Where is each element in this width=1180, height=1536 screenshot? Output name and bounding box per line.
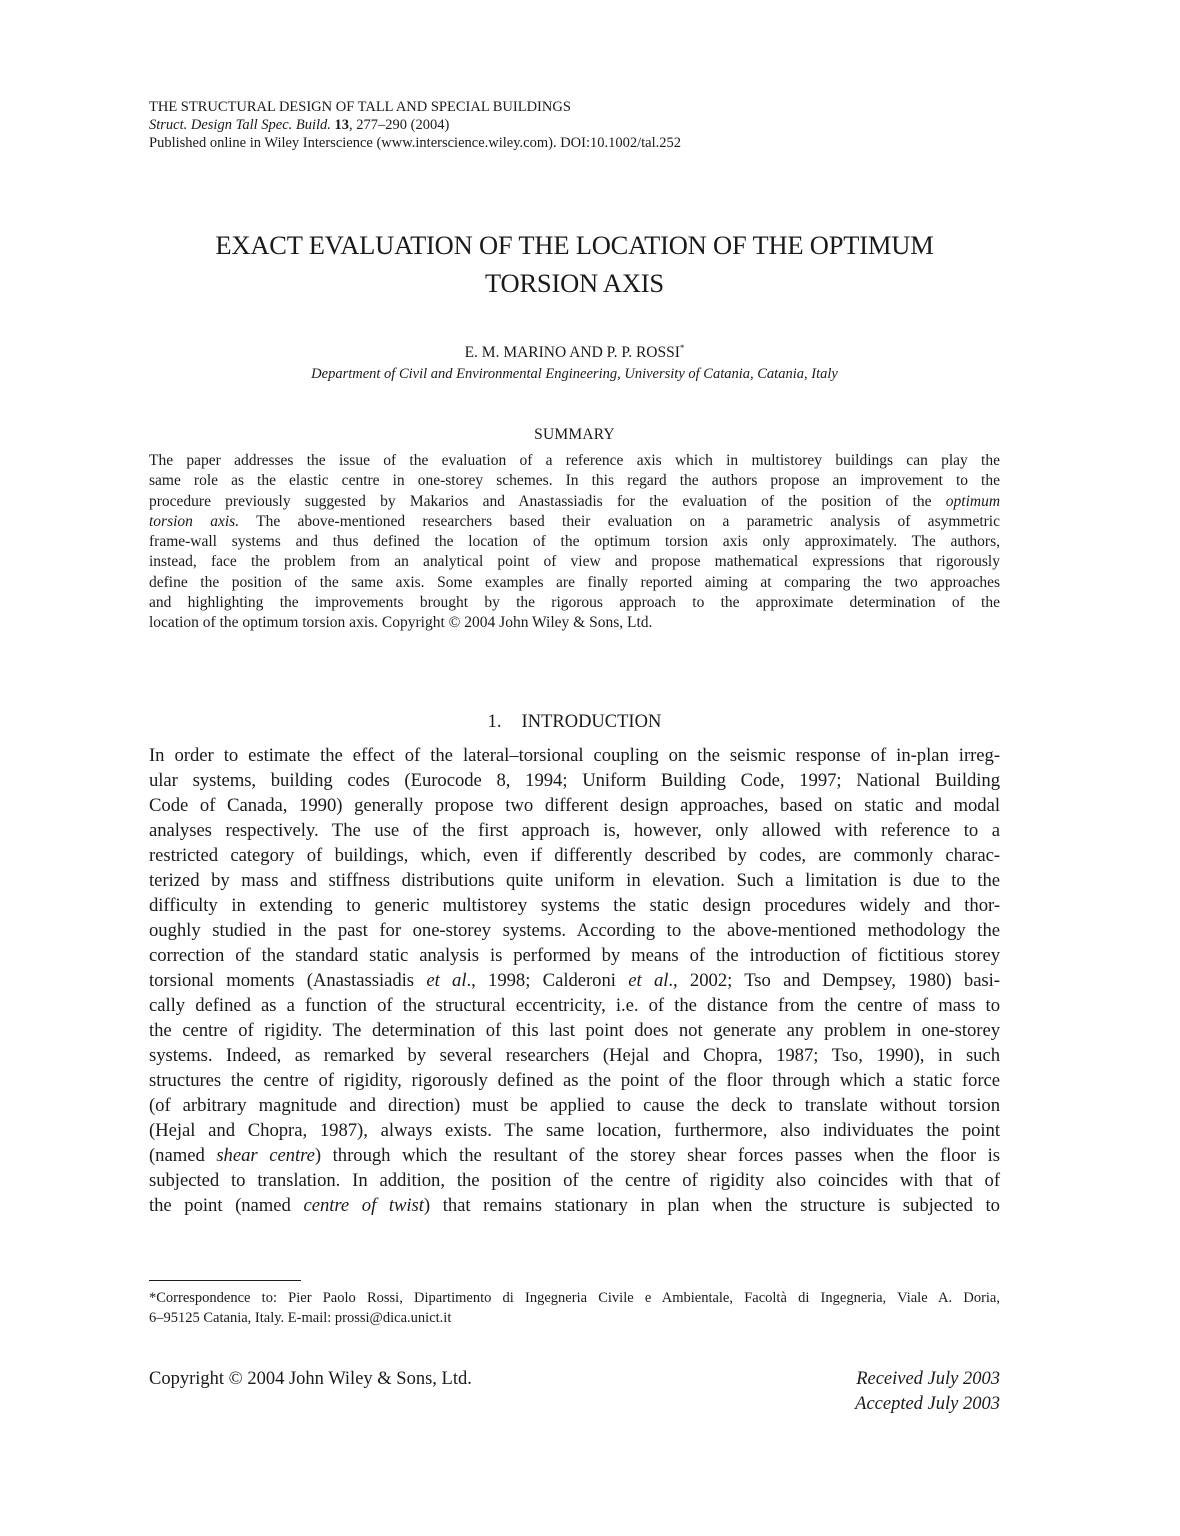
- body-text-run: ., 2002; Tso and Dempsey, 1980) basi-: [668, 969, 1000, 991]
- body-line: ular systems, building codes (Eurocode 8, 1994; Uniform Building Code, 1997; National Building: [149, 769, 1000, 791]
- summary-emphasis: torsion axis.: [149, 512, 240, 530]
- body-emphasis: et al: [426, 969, 467, 991]
- footnote-line: 6–95125 Catania, Italy. E-mail: prossi@dica.unict.it: [149, 1310, 452, 1326]
- citation-journal: Struct. Design Tall Spec. Build.: [149, 117, 331, 133]
- citation-pages: , 277–290 (2004): [349, 117, 450, 133]
- summary-line: [149, 512, 1000, 532]
- body-line: systems. Indeed, as remarked by several researchers (Hejal and Chopra, 1987; Tso, 1990), in such: [149, 1044, 1000, 1066]
- paper-title: [149, 226, 1000, 302]
- body-emphasis: centre of twist: [303, 1194, 424, 1216]
- body-text-run: the point (named: [149, 1194, 304, 1216]
- authors: [149, 342, 1000, 364]
- summary-emphasis: optimum: [945, 492, 1001, 510]
- summary-line: The paper addresses the issue of the evaluation of a reference axis which in multistorey buildings can play the: [149, 452, 1000, 469]
- title-line: TORSION AXIS: [485, 268, 664, 298]
- summary-text-run: procedure previously suggested by Makarios and Anastassiadis for the evaluation of the position of the: [149, 492, 932, 510]
- body-line: oughly studied in the past for one-storey systems. According to the above-mentioned methodology the: [149, 919, 1000, 941]
- journal-citation: [149, 116, 1000, 134]
- summary-text: [149, 451, 1000, 634]
- body-text-run: torsional moments (Anastassiadis: [149, 969, 427, 991]
- body-line: [149, 968, 1000, 993]
- body-text-run: ., 1998; Calderoni: [466, 969, 629, 991]
- summary-line: same role as the elastic centre in one-storey schemes. In this regard the authors propose an improvement to the: [149, 472, 1000, 490]
- summary-line: instead, face the problem from an analytical point of view and propose mathematical expressions that rigorously: [149, 553, 1000, 571]
- body-line: the centre of rigidity. The determination of this last point does not generate any problem in one-storey: [149, 1019, 1000, 1041]
- author-footnote-mark: *: [679, 342, 685, 353]
- body-line: (Hejal and Chopra, 1987), always exists. The same location, furthermore, also individuates the point: [149, 1119, 1000, 1141]
- accepted-date: Accepted July 2003: [855, 1394, 1000, 1414]
- introduction-body: [149, 743, 1000, 1218]
- title-line: EXACT EVALUATION OF THE LOCATION OF THE OPTIMUM: [215, 230, 934, 260]
- body-line: correction of the standard static analysis is performed by means of the introduction of fictitious storey: [149, 944, 1000, 966]
- body-text-run: (named: [149, 1144, 217, 1166]
- journal-header: [149, 98, 1000, 152]
- body-text-run: ) through which the resultant of the storey shear forces passes when the floor is: [314, 1144, 1000, 1166]
- footnote-line: *Correspondence to: Pier Paolo Rossi, Dipartimento di Ingegneria Civile e Ambientale, Facoltà di Ingegneria, Viale A. Doria,: [149, 1290, 1000, 1306]
- published-online: Published online in Wiley Interscience (www.interscience.wiley.com). DOI:10.1002/tal.252: [149, 135, 682, 151]
- author-names: E. M. MARINO AND P. P. ROSSI: [464, 344, 680, 361]
- correspondence-footnote: [149, 1288, 1000, 1328]
- summary-line: define the position of the same axis. Some examples are finally reported aiming at comparing the two approaches: [149, 573, 1000, 591]
- body-line: (of arbitrary magnitude and direction) must be applied to cause the deck to translate without torsion: [149, 1094, 1000, 1116]
- received-accepted-dates: [855, 1367, 1000, 1417]
- footnote-rule: [149, 1280, 301, 1281]
- body-line: terized by mass and stiffness distributions quite uniform in elevation. Such a limitation is due to the: [149, 869, 1000, 891]
- body-line: In order to estimate the effect of the lateral–torsional coupling on the seismic response of in-plan irreg-: [149, 744, 1000, 766]
- body-line: [149, 1193, 1000, 1218]
- paper-page: [149, 98, 1000, 1218]
- body-line: difficulty in extending to generic multistorey systems the static design procedures widely and thor-: [149, 894, 1000, 916]
- body-line: structures the centre of rigidity, rigorously defined as the point of the floor through which a static force: [149, 1069, 1000, 1091]
- journal-name: THE STRUCTURAL DESIGN OF TALL AND SPECIAL BUILDINGS: [149, 99, 571, 115]
- received-date: Received July 2003: [856, 1369, 1000, 1389]
- summary-line: [149, 492, 1000, 512]
- body-line: [149, 1143, 1000, 1168]
- body-emphasis: et al: [628, 969, 669, 991]
- body-line: cally defined as a function of the structural eccentricity, i.e. of the distance from the centre of mass to: [149, 994, 1000, 1016]
- body-line: subjected to translation. In addition, the position of the centre of rigidity also coincides with that of: [149, 1169, 1000, 1191]
- body-text-run: ) that remains stationary in plan when the structure is subjected to: [423, 1194, 1000, 1216]
- body-line: analyses respectively. The use of the first approach is, however, only allowed with reference to a: [149, 819, 1000, 841]
- summary-heading: SUMMARY: [534, 426, 615, 443]
- summary-line: frame-wall systems and thus defined the location of the optimum torsion axis only approximately. The authors,: [149, 533, 1000, 551]
- affiliation: Department of Civil and Environmental Engineering, University of Catania, Catania, Italy: [311, 366, 838, 382]
- copyright-notice: Copyright © 2004 John Wiley & Sons, Ltd.: [149, 1369, 472, 1389]
- body-line: restricted category of buildings, which, even if differently described by codes, are commonly charac-: [149, 844, 1000, 866]
- section-number: 1.: [487, 711, 502, 732]
- summary-line: location of the optimum torsion axis. Copyright © 2004 John Wiley & Sons, Ltd.: [149, 614, 653, 632]
- summary-text-run: The above-mentioned researchers based their evaluation on a parametric analysis of asymmetric: [239, 512, 1000, 530]
- section-heading-introduction: [149, 710, 1000, 734]
- citation-volume: 13: [334, 117, 350, 133]
- summary-line: and highlighting the improvements brought by the rigorous approach to the approximate determination of the: [149, 594, 1000, 612]
- section-title: INTRODUCTION: [521, 711, 662, 732]
- body-emphasis: shear centre: [216, 1144, 315, 1166]
- body-line: Code of Canada, 1990) generally propose two different design approaches, based on static and modal: [149, 794, 1000, 816]
